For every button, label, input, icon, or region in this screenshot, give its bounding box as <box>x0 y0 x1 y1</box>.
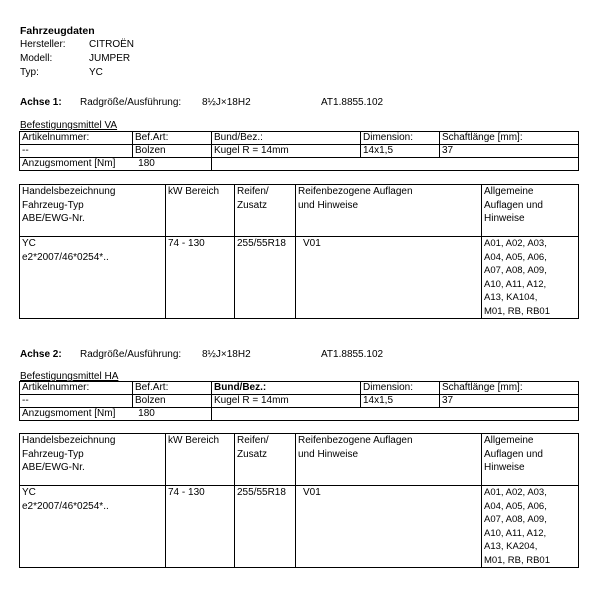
col-dimension: Dimension: <box>361 382 440 395</box>
achse1-rad-label: Radgröße/Ausführung: <box>80 97 182 108</box>
hersteller-value: CITROËN <box>89 39 134 50</box>
col-befart: Bef.Art: <box>133 132 212 145</box>
cell-artikel: -- <box>20 395 133 408</box>
achse1-data-table <box>19 184 579 319</box>
cell-artikel: -- <box>20 145 133 158</box>
modell-value: JUMPER <box>89 53 131 64</box>
data-handels: YC e2*2007/46*0254*.. <box>20 237 166 319</box>
cell-schaft: 37 <box>440 145 579 158</box>
achse2-label: Achse 2: <box>20 349 62 360</box>
col-schaft: Schaftlänge [mm]: <box>440 132 579 145</box>
achse2-rad-label: Radgröße/Ausführung: <box>80 349 182 360</box>
col-bund: Bund/Bez.: <box>212 382 361 395</box>
anzug-value: 180 <box>138 158 155 169</box>
achse1-rad-value: 8½J×18H2 <box>202 97 251 108</box>
hdr-handels: Handelsbezeichnung Fahrzeug-Typ ABE/EWG-Nr. <box>20 185 166 237</box>
cell-befart: Bolzen <box>133 145 212 158</box>
data-auflagen-text: V01 <box>303 487 321 498</box>
col-dimension: Dimension: <box>361 132 440 145</box>
typ-label: Typ: <box>20 67 39 78</box>
data-allgemein: A01, A02, A03, A04, A05, A06, A07, A08, A09, A10, A11, A12, A13, KA104, M01, RB, RB01 <box>482 237 579 319</box>
hdr-reifen: Reifen/ Zusatz <box>235 434 296 486</box>
data-kw: 74 - 130 <box>166 486 235 568</box>
typ-value: YC <box>89 67 103 78</box>
data-reifen: 255/55R18 <box>235 237 296 319</box>
col-bund: Bund/Bez.: <box>212 132 361 145</box>
achse2-code: AT1.8855.102 <box>321 349 384 360</box>
anzug-label: Anzugsmoment [Nm] <box>22 408 116 419</box>
col-schaft: Schaftlänge [mm]: <box>440 382 579 395</box>
hdr-handels: Handelsbezeichnung Fahrzeug-Typ ABE/EWG-Nr. <box>20 434 166 486</box>
achse2-rad-value: 8½J×18H2 <box>202 349 251 360</box>
achse1-befest-title: Befestigungsmittel VA <box>20 120 118 131</box>
anzug-empty <box>212 408 579 421</box>
achse2-befest-table <box>19 381 579 421</box>
cell-schaft: 37 <box>440 395 579 408</box>
anzug-value: 180 <box>138 408 155 419</box>
cell-bund: Kugel R = 14mm <box>212 395 361 408</box>
cell-dimension: 14x1,5 <box>361 395 440 408</box>
anzug-label: Anzugsmoment [Nm] <box>22 158 116 169</box>
anzug-cell <box>20 408 212 421</box>
hdr-reifen: Reifen/ Zusatz <box>235 185 296 237</box>
hdr-kw: kW Bereich <box>166 185 235 237</box>
hdr-kw: kW Bereich <box>166 434 235 486</box>
data-reifen: 255/55R18 <box>235 486 296 568</box>
col-artikel: Artikelnummer: <box>20 132 133 145</box>
hdr-auflagen: Reifenbezogene Auflagen und Hinweise <box>296 434 482 486</box>
col-artikel: Artikelnummer: <box>20 382 133 395</box>
hdr-auflagen: Reifenbezogene Auflagen und Hinweise <box>296 185 482 237</box>
cell-dimension: 14x1,5 <box>361 145 440 158</box>
cell-bund: Kugel R = 14mm <box>212 145 361 158</box>
hersteller-label: Hersteller: <box>20 39 66 50</box>
data-auflagen-text: V01 <box>303 238 321 249</box>
data-handels: YC e2*2007/46*0254*.. <box>20 486 166 568</box>
col-befart: Bef.Art: <box>133 382 212 395</box>
page-title: Fahrzeugdaten <box>20 25 95 37</box>
hdr-allgemein: Allgemeine Auflagen und Hinweise <box>482 185 579 237</box>
data-kw: 74 - 130 <box>166 237 235 319</box>
anzug-empty <box>212 158 579 171</box>
cell-befart: Bolzen <box>133 395 212 408</box>
data-auflagen <box>296 237 482 319</box>
achse2-befest-title: Befestigungsmittel HA <box>20 371 119 382</box>
achse1-label: Achse 1: <box>20 97 62 108</box>
data-allgemein: A01, A02, A03, A04, A05, A06, A07, A08, A09, A10, A11, A12, A13, KA204, M01, RB, RB01 <box>482 486 579 568</box>
anzug-cell <box>20 158 212 171</box>
modell-label: Modell: <box>20 53 53 64</box>
achse1-befest-table <box>19 131 579 171</box>
data-auflagen <box>296 486 482 568</box>
achse1-code: AT1.8855.102 <box>321 97 384 108</box>
achse2-data-table <box>19 433 579 568</box>
hdr-allgemein: Allgemeine Auflagen und Hinweise <box>482 434 579 486</box>
